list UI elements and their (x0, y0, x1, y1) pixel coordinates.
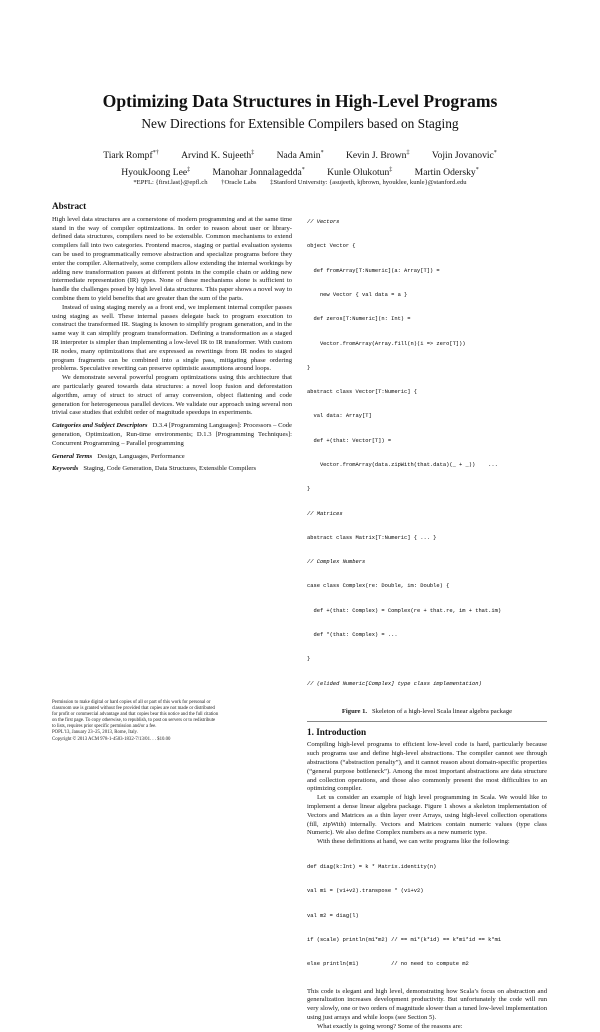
code-line: def diag(k:Int) = k * Matrix.identity(n) (307, 864, 437, 871)
code-line: Vector.fromArray(data.zipWith(that.data)(_ + _)) ... (307, 462, 498, 468)
affiliations (40, 179, 560, 186)
left-column (52, 202, 292, 474)
code-line: case class Complex(re: Double, im: Double) { (307, 583, 450, 590)
code-line: // Matrices (307, 510, 343, 517)
code-line: def +(that: Vector[T]) = (307, 437, 392, 444)
paper-subtitle: New Directions for Extensible Compilers based on Staging (141, 116, 459, 131)
code-line: } (307, 364, 311, 371)
paper-title: Optimizing Data Structures in High-Level Programs (102, 91, 498, 111)
affiliation: *EPFL: {first.last}@epfl.ch (133, 179, 208, 186)
footnote-line: classroom use is granted without fee provided that copies are not made or distributed (52, 706, 215, 712)
footnote-line: for profit or commercial advantage and that copies bear this notice and the full citation (52, 712, 219, 718)
intro-paragraph: This code is elegant and high level, demonstrating how Scala’s focus on abstraction and generalization increases development productivity. But unfortunately the code will run very slowly, one or two orders of magnitude slower than a tuned low-level implementation using just arrays and while loops (see Section 5). (307, 987, 547, 1021)
code-line: if (scale) println(m1*m2) // == m1*(k*id) == k*m1*id == k*m1 (307, 937, 502, 943)
code-line: } (307, 656, 311, 663)
intro-paragraph: Let us consider an example of high level programming in Scala. We would like to implement a dense linear algebra package. Figure 1 shows a skeleton implementation of Vectors and Matrices as a thin layer over Arrays, using high-level collection operations (fill, zipWith) internally. Vectors and Matrices contain numeric values (type class Numeric). We also define Complex numbers as a new numeric type. (307, 794, 547, 837)
code-line: def fromArray[T:Numeric](a: Array[T]) = (307, 267, 440, 274)
abstract-heading: Abstract (52, 201, 87, 211)
author: Kevin J. Brown‡ (345, 150, 410, 162)
footnote-line: POPL'13, January 23–25, 2013, Rome, Italy. (52, 730, 138, 736)
keywords-label: Keywords (52, 465, 79, 473)
intro-paragraph: What exactly is going wrong? Some of the reasons are: (317, 1022, 463, 1030)
author: Nada Amin* (276, 150, 324, 162)
right-column (307, 202, 547, 1032)
author: Vojin Jovanovic* (431, 150, 497, 162)
author: Tiark Rompf*† (103, 150, 159, 162)
intro-paragraph: With these definitions at hand, we can write programs like the following: (317, 838, 510, 846)
author: Kunle Olukotun‡ (327, 167, 393, 179)
footnote-line: Permission to make digital or hard copies of all or part of this work for personal or (52, 700, 211, 705)
code-line: // Vectors (307, 219, 340, 226)
code-line: // (elided Numeric[Complex] type class implementation) (307, 680, 482, 687)
caption-label: Figure 1. (341, 707, 368, 715)
footnote-line: Copyright © 2013 ACM 978-1-4503-1832-7/13/01. . . $10.00 (52, 736, 171, 742)
code-line: new Vector { val data = a } (307, 292, 408, 299)
abstract-paragraph: We demonstrate several powerful program optimizations using this architecture that are particularly geared towards data structures: a novel loop fusion and deforestation algorithm, array of struct to struct of array conversion, object flattening and code generation for heterogeneous parallel devices. We validate our approach using several non trivial case studies that exhibit order of magnitude speedups in experiments. (52, 374, 292, 417)
footnote-line: to lists, requires prior specific permission and/or a fee. (52, 724, 157, 730)
author: HyoukJoong Lee‡ (121, 167, 191, 179)
code-line: val m2 = diag(l) (307, 912, 359, 919)
code-line: val data: Array[T] (307, 413, 372, 420)
author: Arvind K. Sujeeth‡ (181, 150, 255, 162)
code-line: abstract class Vector[T:Numeric] { (307, 389, 417, 396)
general-terms-text: Design, Languages, Performance (97, 452, 185, 460)
keywords (52, 465, 292, 474)
code-line: abstract class Matrix[T:Numeric] { ... } (307, 534, 437, 541)
intro-code (307, 847, 547, 985)
figure1-code (307, 202, 547, 704)
code-line: } (307, 486, 311, 493)
author: Manohar Jonnalagedda* (212, 167, 305, 179)
code-line: // Complex Numbers (307, 559, 366, 566)
figure1-caption (307, 708, 547, 722)
abstract-paragraph: Instead of using staging merely as a front end, we implement internal compiler passes using staging as well. These internal passes delegate back to program execution to construct the transformed IR. Staging is known to simplify program generation, and in the same way it can simplify program transformation. Defining a transformation as a staged IR interpreter is simpler than implementing a low-level IR to IR transformer. With custom IR nodes, many optimizations that are expressed as rewritings from IR nodes to staged program fragments can be combined into a single pass, mitigating phase ordering problems. Speculative rewriting can preserve optimistic assumptions around loops. (52, 303, 292, 373)
caption-text: Skeleton of a high-level Scala linear algebra package (372, 707, 513, 715)
code-line: def +(that: Complex) = Complex(re + that.re, im + that.im) (307, 607, 502, 614)
copyright-footnote (52, 700, 292, 743)
categories-label: Categories and Subject Descriptors (52, 422, 148, 430)
author-list (60, 146, 540, 180)
general-terms (52, 453, 292, 462)
categories-text: D.3.4 [Programming Languages]: Processors – Code generation, Optimization, Run-time environments; D.1.3 [Programming Techniques]: Concurrent Programming – Parallel programming (52, 422, 292, 447)
affiliation: †Oracle Labs (221, 179, 257, 186)
code-line: def zeros[T:Numeric](n: Int) = (307, 316, 411, 323)
general-terms-label: General Terms (52, 452, 93, 460)
section-heading: 1. Introduction (307, 726, 367, 737)
code-line: object Vector { (307, 243, 356, 250)
intro-paragraph: Compiling high-level programs to efficient low-level code is hard, particularly because such programs use and define high-level abstractions. The compiler cannot see through abstractions (“abstraction penalty”), and it cannot reason about domain-specific properties (“general purpose bottleneck”). Among the most important abstractions are data structure and collection operations, and those also commonly present the most difficulties to an optimizing compiler. (307, 741, 547, 793)
code-line: def *(that: Complex) = ... (307, 631, 398, 638)
footnote-line: on the first page. To copy otherwise, to republish, to post on servers or to redistribute (52, 718, 216, 724)
abstract-paragraph: High level data structures are a cornerstone of modern programming and at the same time stand in the way of compiler optimizations. In order to reason about user or library-defined data structures, compilers need to be extensible. Common mechanisms to extend compilers fall into two categories. Frontend macros, staging or partial evaluation systems can be used to programmatically remove abstraction and specialize programs before they enter the compiler. Alternatively, some compilers allow extending the internal workings by adding new transformation passes at different points in the compile chain or adding new intermediate representation (IR) types. None of these mechanisms alone is sufficient to handle the challenges posed by high level data structures. This paper shows a novel way to combine them to yield benefits that are greater than the sum of the parts. (52, 215, 292, 302)
code-line: else println(m1) // no need to compute m2 (307, 961, 469, 968)
code-line: val m1 = (v1+v2).transpose * (v1+v2) (307, 888, 424, 895)
author: Martin Odersky* (414, 167, 479, 179)
categories (52, 422, 292, 448)
keywords-text: Staging, Code Generation, Data Structures, Extensible Compilers (83, 465, 257, 473)
affiliation: ‡Stanford University: {asujeeth, kjbrown, hyouklee, kunle}@stanford.edu (270, 179, 467, 186)
code-line: Vector.fromArray(Array.fill(n)(i => zero[T])) (307, 340, 466, 347)
